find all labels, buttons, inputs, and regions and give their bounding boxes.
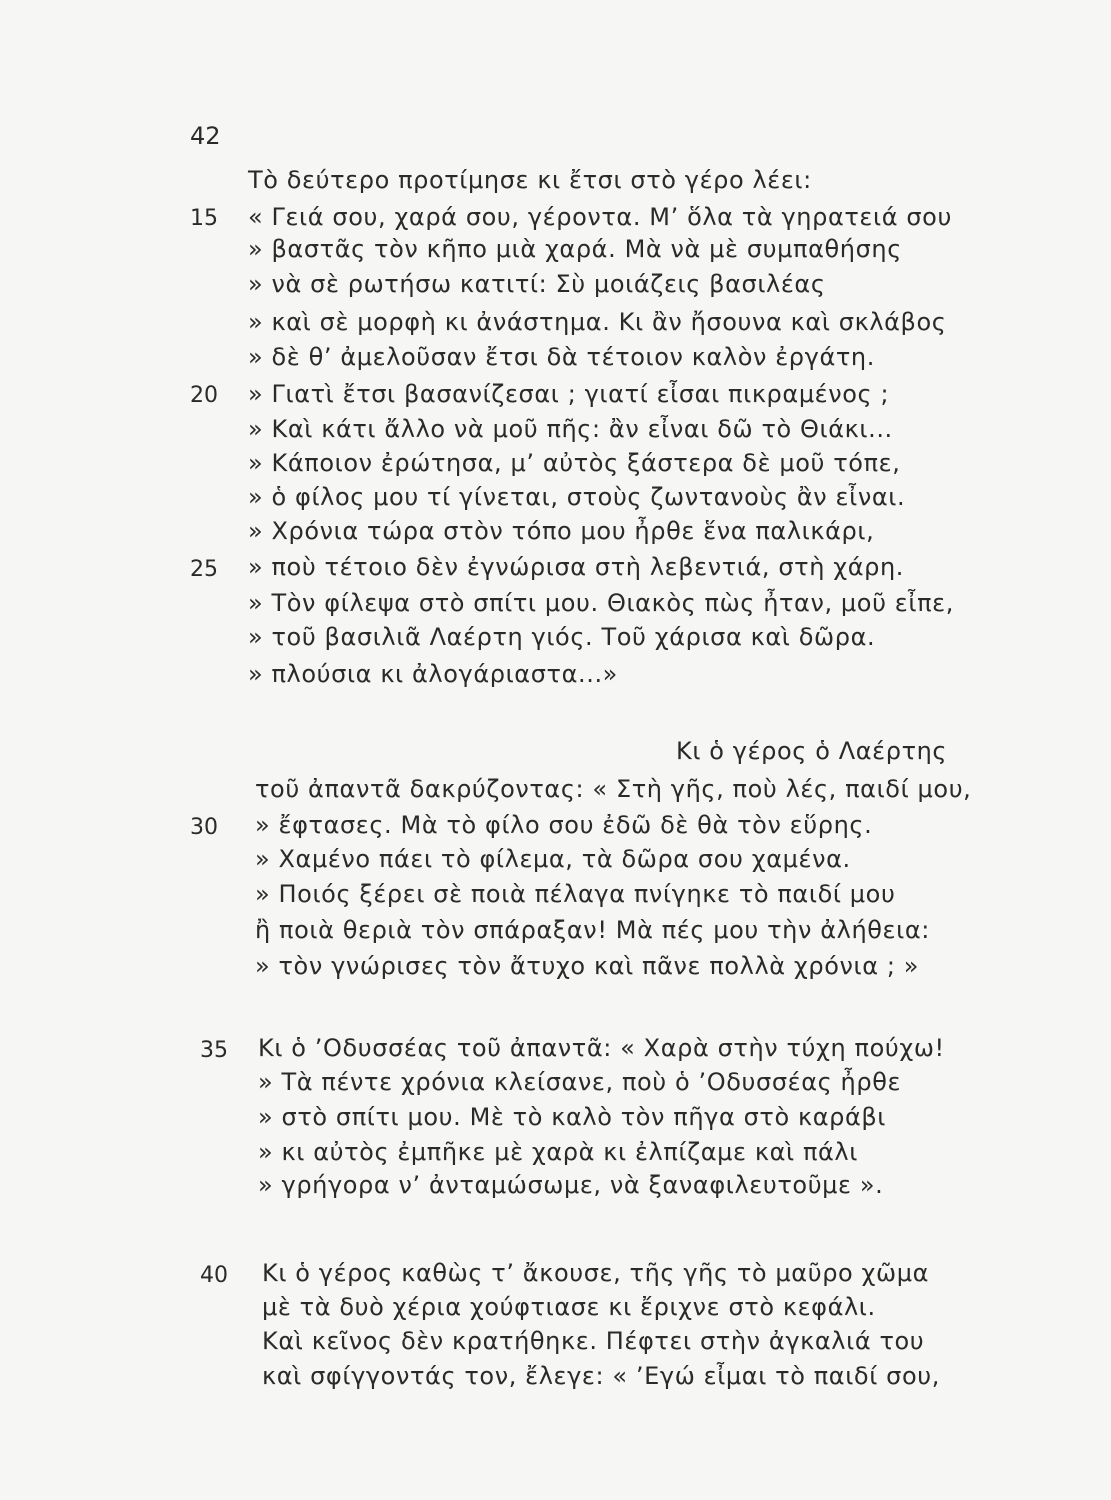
poem-line: » Χρόνια τώρα στὸν τόπο μου ἦρθε ἕνα παλικάρι, [248, 517, 875, 545]
poem-line: » νὰ σὲ ρωτήσω κατιτί: Σὺ μοιάζεις βασιλέας [248, 270, 826, 298]
poem-line: » Καὶ κάτι ἄλλο νὰ μοῦ πῆς: ἂν εἶναι δῶ τὸ Θιάκι... [248, 415, 893, 443]
line-number: 40 [200, 1263, 228, 1288]
poem-line: τοῦ ἀπαντᾶ δακρύζοντας: « Στὴ γῆς, ποὺ λές, παιδί μου, [255, 775, 972, 803]
poem-line: » Τὰ πέντε χρόνια κλείσανε, ποὺ ὁ ’Οδυσσέας ἦρθε [258, 1068, 902, 1096]
page-number: 42 [190, 122, 221, 150]
poem-line: » ἔφτασες. Μὰ τὸ φίλο σου ἐδῶ δὲ θὰ τὸν εὕρης. [255, 811, 873, 839]
line-number: 20 [190, 383, 218, 408]
poem-line: μὲ τὰ δυὸ χέρια χούφτιασε κι ἔριχνε στὸ κεφάλι. [262, 1293, 876, 1321]
poem-line: » κι αὐτὸς ἐμπῆκε μὲ χαρὰ κι ἐλπίζαμε καὶ πάλι [258, 1138, 858, 1166]
poem-line: Κι ὁ ’Οδυσσέας τοῦ ἀπαντᾶ: « Χαρὰ στὴν τύχη πούχω! [258, 1034, 945, 1062]
poem-line: » Κάποιον ἐρώτησα, μ’ αὐτὸς ξάστερα δὲ μοῦ τόπε, [248, 449, 901, 477]
poem-line: Κι ὁ γέρος ὁ Λαέρτης [676, 737, 948, 765]
poem-line: » ὁ φίλος μου τί γίνεται, στοὺς ζωντανοὺς ἂν εἶναι. [248, 483, 906, 511]
poem-line: » καὶ σὲ μορφὴ κι ἀνάστημα. Κι ἂν ἤσουνα καὶ σκλάβος [248, 308, 947, 336]
poem-line: » γρήγορα ν’ ἀνταμώσωμε, νὰ ξαναφιλευτοῦμε ». [258, 1171, 884, 1199]
poem-line: » δὲ θ’ ἀμελοῦσαν ἔτσι δὰ τέτοιον καλὸν ἐργάτη. [248, 343, 875, 371]
poem-line: καὶ σφίγγοντάς τον, ἔλεγε: « ’Εγώ εἶμαι τὸ παιδί σου, [262, 1362, 940, 1390]
poem-line: » στὸ σπίτι μου. Μὲ τὸ καλὸ τὸν πῆγα στὸ καράβι [258, 1103, 887, 1131]
line-number: 30 [190, 815, 218, 840]
poem-line: » ποὺ τέτοιο δὲν ἐγνώρισα στὴ λεβεντιά, στὴ χάρη. [248, 553, 905, 581]
poem-line: » Χαμένο πάει τὸ φίλεμα, τὰ δῶρα σου χαμένα. [255, 845, 851, 873]
poem-line: » βαστᾶς τὸν κῆπο μιὰ χαρά. Μὰ νὰ μὲ συμπαθήσης [248, 235, 902, 263]
poem-line: » πλούσια κι ἀλογάριαστα...» [248, 660, 618, 688]
poem-line: » Γιατὶ ἔτσι βασανίζεσαι ; γιατί εἶσαι πικραμένος ; [248, 380, 890, 408]
poem-line: Κι ὁ γέρος καθὼς τ’ ἄκουσε, τῆς γῆς τὸ μαῦρο χῶμα [262, 1259, 929, 1287]
line-number: 25 [190, 557, 218, 582]
poem-line: » Τὸν φίλεψα στὸ σπίτι μου. Θιακὸς πὼς ἦταν, μοῦ εἶπε, [248, 589, 954, 617]
poem-line: Τὸ δεύτερο προτίμησε κι ἔτσι στὸ γέρο λέει: [248, 166, 812, 194]
poem-line: » τοῦ βασιλιᾶ Λαέρτη γιός. Τοῦ χάρισα καὶ δῶρα. [248, 623, 876, 651]
poem-line: » Ποιός ξέρει σὲ ποιὰ πέλαγα πνίγηκε τὸ παιδί μου [255, 880, 896, 908]
poem-line: Καὶ κεῖνος δὲν κρατήθηκε. Πέφτει στὴν ἀγκαλιά του [262, 1327, 925, 1355]
poem-line: « Γειά σου, χαρά σου, γέροντα. Μ’ ὅλα τὰ γηρατειά σου [248, 203, 952, 231]
line-number: 15 [190, 206, 218, 231]
line-number: 35 [200, 1038, 228, 1063]
poem-line: » τὸν γνώρισες τὸν ἄτυχο καὶ πᾶνε πολλὰ χρόνια ; » [255, 952, 920, 980]
poem-line: ἢ ποιὰ θεριὰ τὸν σπάραξαν! Μὰ πές μου τὴν ἀλήθεια: [255, 916, 930, 944]
